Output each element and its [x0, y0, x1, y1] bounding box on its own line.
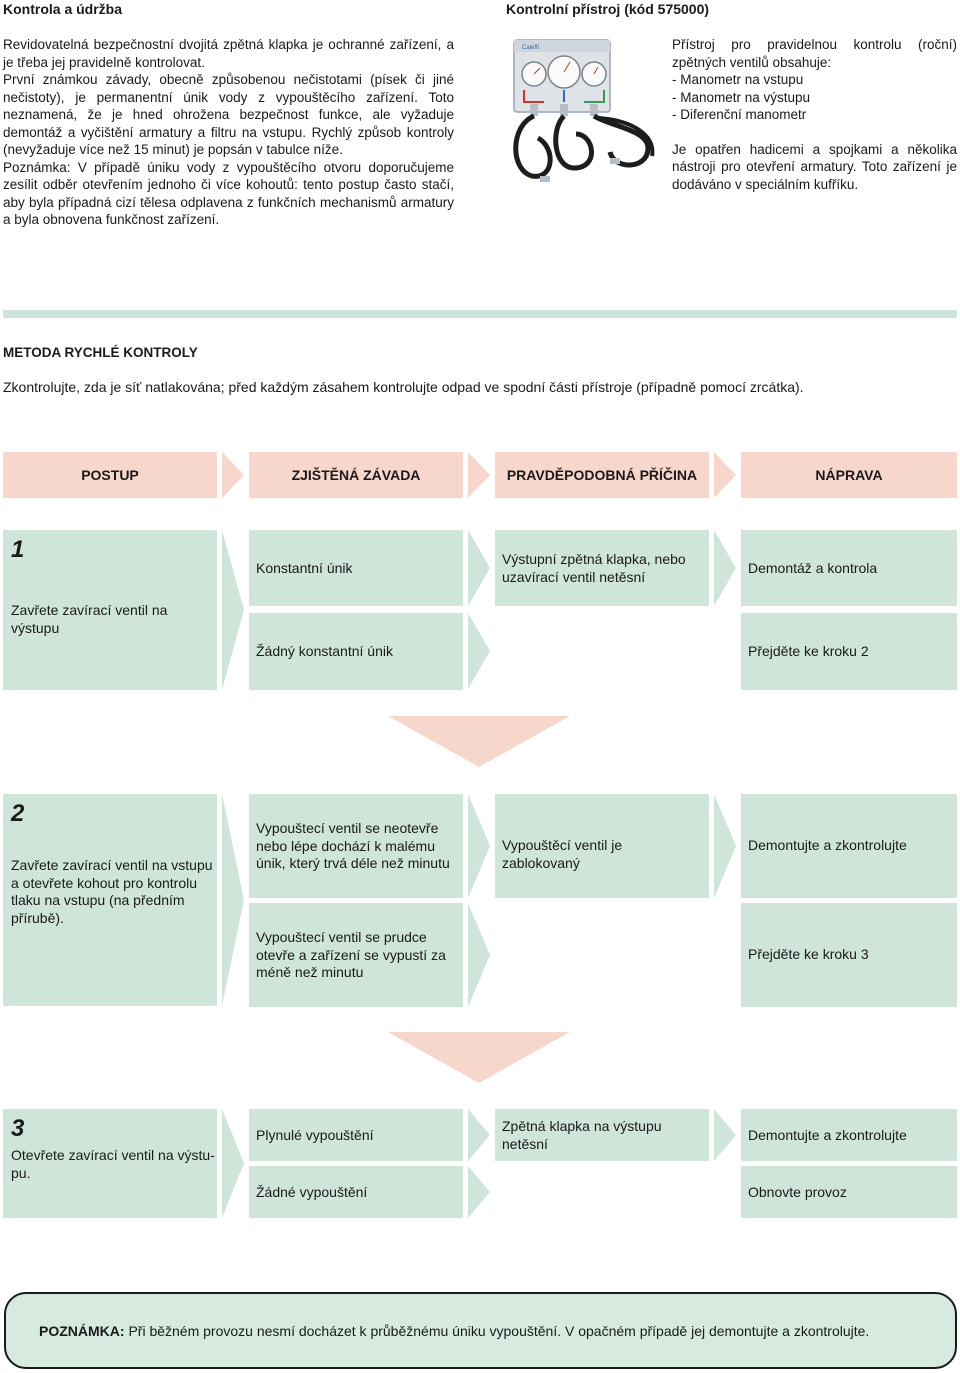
maintenance-text: [3, 36, 454, 229]
method-intro: Zkontrolujte, zda je síť natlakována; před každým zásahem kontrolujte odpad ve spodní části přístroje (případně pomocí zrcátka).: [3, 379, 804, 395]
note-text: Při běžném provozu nesmí docházet k průběžnému úniku vypouštění. V opačném případě jej demontujte a zkontrolujte.: [128, 1323, 870, 1339]
maintenance-paragraph-2: První známkou závady, obecně způsobenou nečistotami (písek či jiné nečistoty), je permanentní únik vody z vypouštěcího zařízení. Toto neznamená, že je hned ohrožena bezpečnost funkce, ale vyžaduje demontáž a vyčištění armatury a filtru na vstupu. Rychlý způsob kontroly (nevyžaduje více než 15 minut) je popsán v tabulce níže.: [3, 72, 454, 157]
step-action: Zavřete zavírací ventil na výstupu: [11, 602, 168, 636]
header-remedy: NÁPRAVA: [741, 452, 957, 498]
step-number: 1: [11, 536, 25, 563]
device-brand: Caleffi: [522, 45, 539, 51]
step-2-procedure: [3, 794, 217, 1006]
step-action: Otevřete zavírací ventil na výstu-pu.: [11, 1147, 215, 1181]
step-2-cause-1: Vypouštěcí ventil je zablokovaný: [495, 794, 709, 898]
step-1-fault-2: Žádný konstantní únik: [249, 613, 463, 690]
step-2-fault-2: Vypouštecí ventil se prudce otevře a zařízení se vypustí za méně než minutu: [249, 903, 463, 1007]
note-label: POZNÁMKA:: [39, 1323, 125, 1339]
device-item: - Diferenční manometr: [672, 107, 807, 122]
maintenance-paragraph-3: Poznámka: V případě úniku vody z vypouštěcího otvoru doporučujeme zesílit odběr otevřením jednoho či více kohoutů: tento postup často stačí, aby byla případná cizí tělesa odplavena z funkčních mechanismů armatury a byla obnovena funkčnost zařízení.: [3, 159, 454, 227]
header-fault: ZJIŠTĚNÁ ZÁVADA: [249, 452, 463, 498]
step-action: Zavřete zavírací ventil na vstupu a otevřete kohout pro kontrolu tlaku na vstupu (na předním přírubě).: [11, 857, 213, 926]
step-2-remedy-2: Přejděte ke kroku 3: [741, 903, 957, 1007]
step-3-procedure: [3, 1109, 217, 1218]
step-number: 2: [11, 800, 25, 827]
device-item: - Manometr na vstupu: [672, 72, 804, 87]
step-1-procedure: [3, 530, 217, 690]
step-3-remedy-2: Obnovte provoz: [741, 1166, 957, 1218]
step-1-remedy-1: Demontáž a kontrola: [741, 530, 957, 606]
step-3-fault-1: Plynulé vypouštění: [249, 1109, 463, 1161]
device-text-2: Je opatřen hadicemi a spojkami a několika nástroji pro otevření armatury. Toto zařízení je dodáváno v speciálním kufříku.: [672, 141, 957, 192]
section-divider: [3, 310, 957, 318]
device-item: - Manometr na výstupu: [672, 89, 811, 105]
header-procedure: POSTUP: [3, 452, 217, 498]
device-title: Kontrolní přístroj (kód 575000): [506, 1, 710, 17]
note-box: [4, 1292, 957, 1369]
maintenance-paragraph-1: Revidovatelná bezpečnostní dvojitá zpětná klapka je ochranné zařízení, a je třeba jej pravidelně kontrolovat.: [3, 37, 454, 70]
step-2-fault-1: Vypouštecí ventil se neotevře nebo lépe dochází k malému únik, který trvá déle než minutu: [249, 794, 463, 898]
step-2-remedy-1: Demontujte a zkontrolujte: [741, 794, 957, 898]
step-1-remedy-2: Přejděte ke kroku 2: [741, 613, 957, 690]
step-number: 3: [11, 1115, 25, 1142]
device-intro: Přístroj pro pravidelnou kontrolu (roční) zpětných ventilů obsahuje:: [672, 37, 957, 70]
step-3-cause-1: Zpětná klapka na výstupu netěsní: [495, 1109, 709, 1161]
test-kit-image: [510, 30, 660, 192]
device-description: [672, 36, 957, 193]
note-content: [39, 1323, 869, 1339]
step-3-fault-2: Žádné vypouštění: [249, 1166, 463, 1218]
step-3-remedy-1: Demontujte a zkontrolujte: [741, 1109, 957, 1161]
device-item-list: [672, 71, 957, 124]
method-title: METODA RYCHLÉ KONTROLY: [3, 345, 198, 360]
header-cause: PRAVDĚPODOBNÁ PŘÍČINA: [495, 452, 709, 498]
maintenance-title: Kontrola a údržba: [3, 1, 123, 17]
step-1-cause-1: Výstupní zpětná klapka, nebo uzavírací ventil netěsní: [495, 530, 709, 606]
step-1-fault-1: Konstantní únik: [249, 530, 463, 606]
